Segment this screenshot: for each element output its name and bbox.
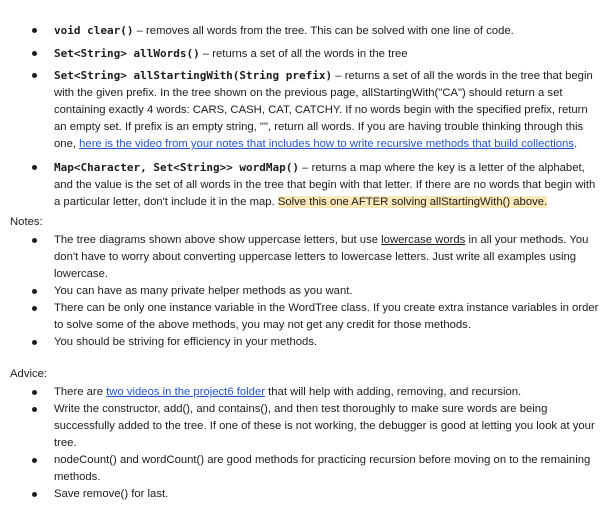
note-text-end: in all your methods. You don't have to worry about converting uppercase letters to lowercase letters. Just write all examples using lowercase.: [54, 234, 589, 280]
note-item: [0, 283, 613, 300]
bullet-icon: [32, 289, 37, 294]
notes-heading: Notes:: [10, 216, 43, 228]
advice-text: nodeCount() and wordCount() are good methods for practicing recursion before moving on to the remaining methods.: [54, 454, 591, 483]
note-item: [0, 300, 613, 334]
bullet-icon: [32, 28, 37, 33]
advice-text: Write the constructor, add(), and contains(), and then test thoroughly to make sure words are being successfully added to the tree. If one of these is not working, the debugger is good at letting you look at your tree.: [54, 403, 595, 449]
advice-item: [0, 384, 613, 401]
note-text: You should be striving for efficiency in your methods.: [54, 336, 318, 348]
method-item-clear: [0, 22, 613, 40]
method-description: – returns a map where the key is a letter of the alphabet, and the value is the set of all words in the tree that begin with that letter. If there are no words that begin with a particular letter, don't include it in the map.: [54, 162, 596, 208]
bullet-icon: [32, 238, 37, 243]
method-list: [0, 22, 613, 211]
bullet-icon: [32, 73, 37, 78]
method-signature: Set<String> allWords(): [54, 47, 200, 60]
method-description: – removes all words from the tree. This can be solved with one line of code.: [133, 25, 514, 37]
method-signature: Set<String> allStartingWith(String prefix): [54, 69, 333, 82]
advice-item: [0, 401, 613, 452]
note-item: [0, 334, 613, 351]
method-description: – returns a set of all the words in the tree: [199, 48, 408, 60]
bullet-icon: [32, 165, 37, 170]
advice-list: [0, 384, 613, 503]
bullet-icon: [32, 458, 37, 463]
advice-text: There are: [54, 386, 107, 398]
note-text: You can have as many private helper methods as you want.: [54, 285, 353, 297]
method-signature: Map<Character, Set<String>> wordMap(): [54, 161, 300, 174]
highlighted-instruction: Solve this one AFTER solving allStartingWith() above.: [277, 196, 548, 208]
advice-text-end: that will help with adding, removing, and recursion.: [265, 386, 522, 398]
bullet-icon: [32, 340, 37, 345]
advice-item: [0, 452, 613, 486]
note-text: The tree diagrams shown above show uppercase letters, but use: [54, 234, 382, 246]
bullet-icon: [32, 390, 37, 395]
method-item-all-starting-with: [0, 67, 613, 153]
notes-list: [0, 232, 613, 351]
method-item-all-words: [0, 45, 613, 63]
note-item: [0, 232, 613, 283]
advice-text: Save remove() for last.: [54, 488, 169, 500]
method-description-end: .: [573, 138, 578, 150]
bullet-icon: [32, 306, 37, 311]
underlined-text: lowercase words: [381, 234, 466, 246]
bullet-icon: [32, 492, 37, 497]
method-item-word-map: [0, 159, 613, 211]
advice-heading: Advice:: [10, 368, 48, 380]
method-signature: void clear(): [54, 24, 134, 37]
advice-item: [0, 486, 613, 503]
bullet-icon: [32, 407, 37, 412]
note-text: There can be only one instance variable in the WordTree class. If you create extra instance variables in order to solve some of the above methods, you may not get any credit for those methods.: [54, 302, 599, 331]
project6-videos-link[interactable]: two videos in the project6 folder: [106, 386, 265, 398]
method-description: – returns a set of all the words in the tree that begin with the given prefix. In the tree shown on the previous page, allStartingWith("CA") should return a set containing exactly 4 words: CARS, CASH, CAT, CATCHY. If no words begin with the specified prefix, return an empty set. If prefix is an empty string, "", return all words. If you are having trouble thinking through this one,: [54, 70, 593, 150]
bullet-icon: [32, 51, 37, 56]
recursive-collections-video-link[interactable]: here is the video from your notes that includes how to write recursive methods that build collections: [79, 138, 574, 150]
